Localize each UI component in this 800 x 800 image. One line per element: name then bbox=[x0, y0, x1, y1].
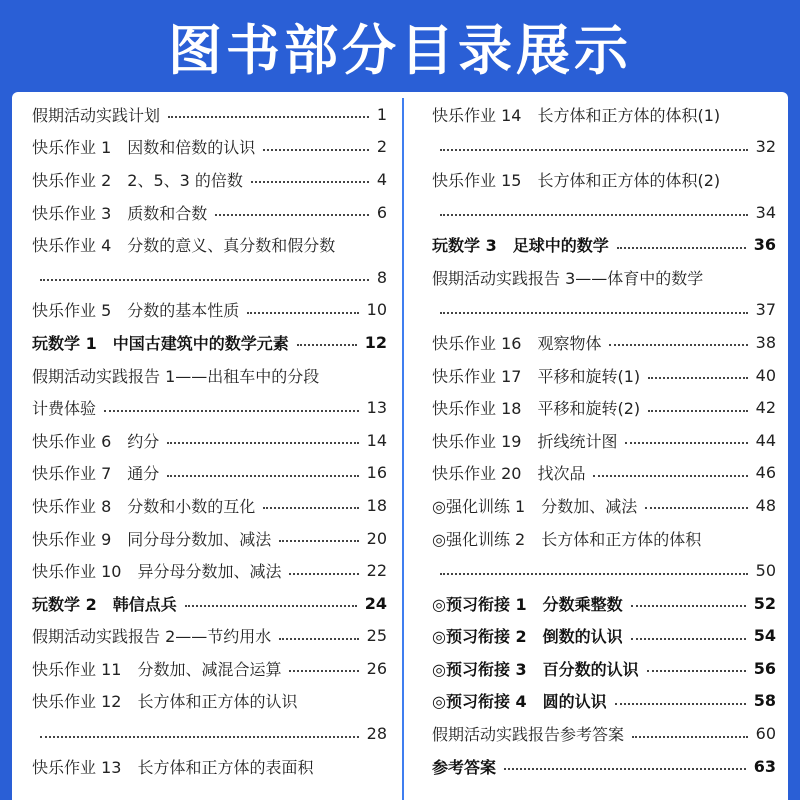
toc-entry-title: 玩数学 1 中国古建筑中的数学元素 bbox=[32, 333, 289, 353]
toc-page-number: 8 bbox=[376, 267, 387, 287]
toc-entry bbox=[432, 294, 776, 327]
toc-entry bbox=[432, 359, 776, 392]
toc-entry bbox=[432, 587, 776, 620]
toc-page-number: 52 bbox=[753, 593, 776, 613]
toc-page-number: 46 bbox=[755, 463, 776, 483]
banner-title: 图书部分目录展示 bbox=[168, 18, 632, 82]
toc-entry bbox=[32, 522, 387, 555]
toc-entry-title: ◎预习衔接 4 圆的认识 bbox=[432, 692, 607, 712]
toc-entry-title: 快乐作业 10 异分母分数加、减法 bbox=[32, 562, 282, 582]
toc-page-number: 24 bbox=[364, 593, 387, 613]
toc-leader-dots bbox=[440, 147, 748, 151]
toc-entry-title: 玩数学 2 韩信点兵 bbox=[32, 594, 177, 614]
toc-leader-dots bbox=[440, 571, 748, 575]
toc-leader-dots bbox=[289, 571, 358, 575]
toc-page-number: 26 bbox=[366, 658, 387, 678]
toc-entry bbox=[432, 554, 776, 587]
toc-page-number: 56 bbox=[753, 658, 776, 678]
toc-entry-title: ◎强化训练 2 长方体和正方体的体积 bbox=[432, 529, 702, 549]
toc-entry bbox=[32, 587, 387, 620]
toc-leader-dots bbox=[648, 375, 748, 379]
toc-page-number: 50 bbox=[755, 561, 776, 581]
toc-entry-title: 快乐作业 15 长方体和正方体的体积(2) bbox=[432, 170, 721, 190]
toc-leader-dots bbox=[632, 734, 748, 738]
toc-entry bbox=[432, 522, 776, 555]
toc-entry-title: 假期活动实践报告参考答案 bbox=[432, 725, 625, 745]
toc-leader-dots bbox=[645, 505, 747, 509]
toc-entry-title: 快乐作业 19 折线统计图 bbox=[432, 431, 618, 451]
toc-leader-dots bbox=[617, 245, 746, 249]
toc-page-number: 60 bbox=[755, 724, 776, 744]
toc-entry-title: 计费体验 bbox=[32, 399, 97, 419]
toc-entry-title: 快乐作业 4 分数的意义、真分数和假分数 bbox=[32, 236, 336, 256]
toc-entry bbox=[32, 391, 387, 424]
toc-entry bbox=[32, 98, 387, 131]
toc-entry-title: 快乐作业 6 约分 bbox=[32, 431, 160, 451]
column-divider bbox=[402, 98, 404, 800]
toc-leader-dots bbox=[263, 147, 369, 151]
toc-page-number: 13 bbox=[366, 398, 387, 418]
toc-entry-title: 快乐作业 2 2、5、3 的倍数 bbox=[32, 170, 243, 190]
toc-entry bbox=[32, 424, 387, 457]
toc-entry-title: ◎预习衔接 1 分数乘整数 bbox=[432, 594, 623, 614]
toc-leader-dots bbox=[631, 636, 746, 640]
toc-page-number: 32 bbox=[755, 137, 776, 157]
banner bbox=[0, 0, 800, 92]
toc-entry bbox=[432, 163, 776, 196]
toc-entry bbox=[432, 196, 776, 229]
toc-leader-dots bbox=[631, 603, 746, 607]
toc-leader-dots bbox=[104, 408, 359, 412]
toc-entry-title: 快乐作业 20 找次品 bbox=[432, 464, 586, 484]
toc-leader-dots bbox=[279, 636, 358, 640]
toc-leader-dots bbox=[504, 766, 746, 770]
toc-page-number: 12 bbox=[364, 332, 387, 352]
toc-page-number: 10 bbox=[366, 300, 387, 320]
toc-entry bbox=[32, 196, 387, 229]
toc-page-number: 34 bbox=[755, 202, 776, 222]
toc-entry-title: 快乐作业 8 分数和小数的互化 bbox=[32, 496, 256, 516]
toc-entry-title: 快乐作业 9 同分母分数加、减法 bbox=[32, 529, 272, 549]
toc-entry-title: ◎预习衔接 3 百分数的认识 bbox=[432, 659, 639, 679]
toc-page-number: 1 bbox=[376, 104, 387, 124]
toc-page-number: 25 bbox=[366, 626, 387, 646]
toc-entry bbox=[432, 131, 776, 164]
toc-leader-dots bbox=[609, 342, 747, 346]
toc-entry-title: 假期活动实践报告 1——出租车中的分段 bbox=[32, 366, 320, 386]
toc-entry-title: 玩数学 3 足球中的数学 bbox=[432, 236, 609, 256]
toc-page-number: 37 bbox=[755, 300, 776, 320]
toc-leader-dots bbox=[648, 408, 748, 412]
toc-page-number: 38 bbox=[755, 332, 776, 352]
toc-leader-dots bbox=[168, 114, 369, 118]
toc-entry bbox=[432, 98, 776, 131]
toc-page-number: 58 bbox=[753, 691, 776, 711]
toc-entry bbox=[32, 620, 387, 653]
toc-page-number: 44 bbox=[755, 430, 776, 450]
toc-leader-dots bbox=[185, 603, 357, 607]
toc-entry-title: 快乐作业 13 长方体和正方体的表面积 bbox=[32, 757, 314, 777]
toc-entry-title: 假期活动实践计划 bbox=[32, 105, 161, 125]
toc-leader-dots bbox=[440, 310, 748, 314]
toc-leader-dots bbox=[247, 310, 358, 314]
toc-leader-dots bbox=[440, 212, 748, 216]
toc-entry-title: 快乐作业 14 长方体和正方体的体积(1) bbox=[432, 105, 721, 125]
toc-page-number: 4 bbox=[376, 169, 387, 189]
toc-leader-dots bbox=[289, 668, 358, 672]
toc-leader-dots bbox=[279, 538, 358, 542]
toc-page-number: 42 bbox=[755, 398, 776, 418]
toc-page-number: 16 bbox=[366, 463, 387, 483]
toc-leader-dots bbox=[625, 440, 747, 444]
toc-leader-dots bbox=[593, 473, 747, 477]
toc-entry bbox=[432, 717, 776, 750]
toc-entry-title: 假期活动实践报告 3——体育中的数学 bbox=[432, 268, 704, 288]
toc-leader-dots bbox=[167, 473, 358, 477]
toc-entry-title: 快乐作业 17 平移和旋转(1) bbox=[432, 366, 641, 386]
toc-entry bbox=[432, 750, 776, 783]
toc-leader-dots bbox=[215, 212, 369, 216]
toc-page-number: 14 bbox=[366, 430, 387, 450]
toc-entry-title: 快乐作业 12 长方体和正方体的认识 bbox=[32, 692, 298, 712]
toc-entry-title: ◎预习衔接 2 倒数的认识 bbox=[432, 627, 623, 647]
toc-entry bbox=[432, 326, 776, 359]
toc-page-number: 2 bbox=[376, 137, 387, 157]
toc-entry-title: 快乐作业 5 分数的基本性质 bbox=[32, 301, 240, 321]
toc-leader-dots bbox=[251, 179, 369, 183]
toc-entry bbox=[32, 489, 387, 522]
toc-entry bbox=[432, 261, 776, 294]
toc-page-number: 63 bbox=[753, 756, 776, 776]
toc-entry bbox=[432, 228, 776, 261]
toc-entry bbox=[32, 457, 387, 490]
toc-leader-dots bbox=[297, 342, 357, 346]
toc-page-number: 20 bbox=[366, 528, 387, 548]
toc-entry-title: 快乐作业 11 分数加、减混合运算 bbox=[32, 659, 282, 679]
toc-entry bbox=[32, 163, 387, 196]
toc-entry bbox=[432, 652, 776, 685]
toc-entry-title: 参考答案 bbox=[432, 757, 497, 777]
toc-page-number: 48 bbox=[755, 495, 776, 515]
toc-entry bbox=[432, 457, 776, 490]
toc-leader-dots bbox=[647, 668, 746, 672]
toc-entry bbox=[32, 554, 387, 587]
toc-right-column bbox=[432, 98, 776, 782]
toc-entry-title: 快乐作业 3 质数和合数 bbox=[32, 203, 208, 223]
toc-entry bbox=[32, 685, 387, 718]
toc-page-number: 18 bbox=[366, 495, 387, 515]
toc-entry bbox=[32, 261, 387, 294]
toc-leader-dots bbox=[40, 277, 369, 281]
toc-leader-dots bbox=[615, 701, 746, 705]
toc-entry-title: 快乐作业 1 因数和倍数的认识 bbox=[32, 138, 256, 158]
toc-page-number: 40 bbox=[755, 365, 776, 385]
toc-page-number: 28 bbox=[366, 724, 387, 744]
toc-entry-title: 快乐作业 7 通分 bbox=[32, 464, 160, 484]
toc-entry bbox=[32, 326, 387, 359]
toc-entry bbox=[32, 294, 387, 327]
toc-entry-title: 假期活动实践报告 2——节约用水 bbox=[32, 627, 272, 647]
toc-entry bbox=[32, 652, 387, 685]
toc-leader-dots bbox=[40, 734, 359, 738]
toc-page bbox=[12, 92, 788, 800]
toc-entry bbox=[32, 131, 387, 164]
toc-entry bbox=[32, 228, 387, 261]
toc-entry-title: ◎强化训练 1 分数加、减法 bbox=[432, 496, 638, 516]
toc-entry bbox=[32, 359, 387, 392]
toc-page-number: 36 bbox=[753, 235, 776, 255]
toc-page-number: 22 bbox=[366, 561, 387, 581]
toc-entry bbox=[432, 685, 776, 718]
toc-leader-dots bbox=[167, 440, 358, 444]
toc-left-column bbox=[32, 98, 387, 782]
toc-leader-dots bbox=[263, 505, 358, 509]
toc-page-number: 54 bbox=[753, 626, 776, 646]
toc-entry bbox=[432, 424, 776, 457]
toc-entry bbox=[432, 391, 776, 424]
toc-entry-title: 快乐作业 18 平移和旋转(2) bbox=[432, 399, 641, 419]
toc-page-number: 6 bbox=[376, 202, 387, 222]
toc-entry bbox=[432, 620, 776, 653]
toc-entry bbox=[32, 750, 387, 783]
toc-entry bbox=[32, 717, 387, 750]
toc-entry-title: 快乐作业 16 观察物体 bbox=[432, 333, 602, 353]
toc-entry bbox=[432, 489, 776, 522]
